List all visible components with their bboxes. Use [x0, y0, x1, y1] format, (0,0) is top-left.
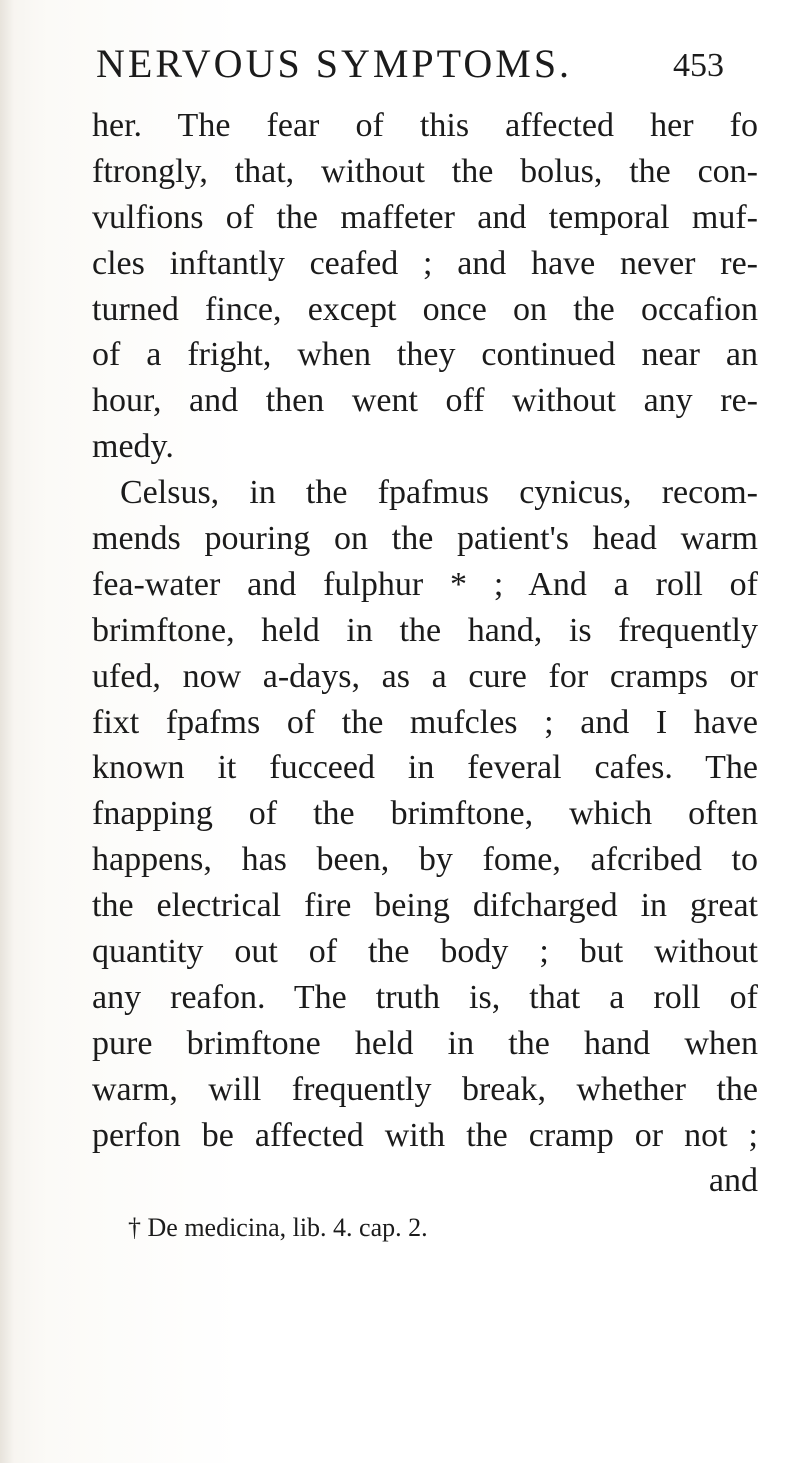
text-line: Celsus, in the fpafmus cynicus, recom-	[120, 474, 758, 512]
text-line: brimftone, held in the hand, is frequently	[92, 611, 758, 649]
running-head	[96, 38, 736, 90]
text-line: of a fright, when they continued near an	[92, 336, 758, 374]
running-title: NERVOUS SYMPTOMS.	[96, 41, 573, 86]
text-line: fnapping of the brimftone, which often	[92, 795, 758, 833]
text-line: warm, will frequently break, whether the	[92, 1070, 758, 1108]
text-line: quantity out of the body ; but without	[92, 933, 758, 971]
text-line: any reafon. The truth is, that a roll of	[92, 978, 758, 1016]
text-line: pure brimftone held in the hand when	[92, 1024, 758, 1062]
text-line: fea-water and fulphur * ; And a roll of	[92, 565, 758, 603]
text-line: vulfions of the maffeter and temporal muf-	[92, 198, 758, 236]
text-line: fixt fpafms of the mufcles ; and I have	[92, 703, 758, 741]
page-gutter-shadow	[0, 0, 14, 1463]
catchword: and	[708, 1162, 758, 1200]
text-line: perfon be affected with the cramp or not ;	[92, 1116, 758, 1154]
text-line: known it fucceed in feveral cafes. The	[92, 749, 758, 787]
text-line: ufed, now a-days, as a cure for cramps or	[92, 657, 758, 695]
text-line: cles inftantly ceafed ; and have never re-	[92, 244, 758, 282]
text-line: ftrongly, that, without the bolus, the con-	[92, 152, 758, 190]
page-number: 453	[673, 47, 724, 84]
text-line: turned fince, except once on the occafion	[92, 290, 758, 328]
text-line: hour, and then went off without any re-	[92, 382, 758, 420]
text-line: her. The fear of this affected her fo	[92, 107, 758, 144]
text-line: mends pouring on the patient's head warm	[92, 520, 758, 558]
text-line: the electrical fire being difcharged in great	[92, 887, 758, 925]
text-line: medy.	[92, 428, 174, 466]
body-text	[92, 103, 758, 1204]
footnote: † De medicina, lib. 4. cap. 2.	[128, 1213, 428, 1242]
text-line: happens, has been, by fome, afcribed to	[92, 841, 758, 879]
